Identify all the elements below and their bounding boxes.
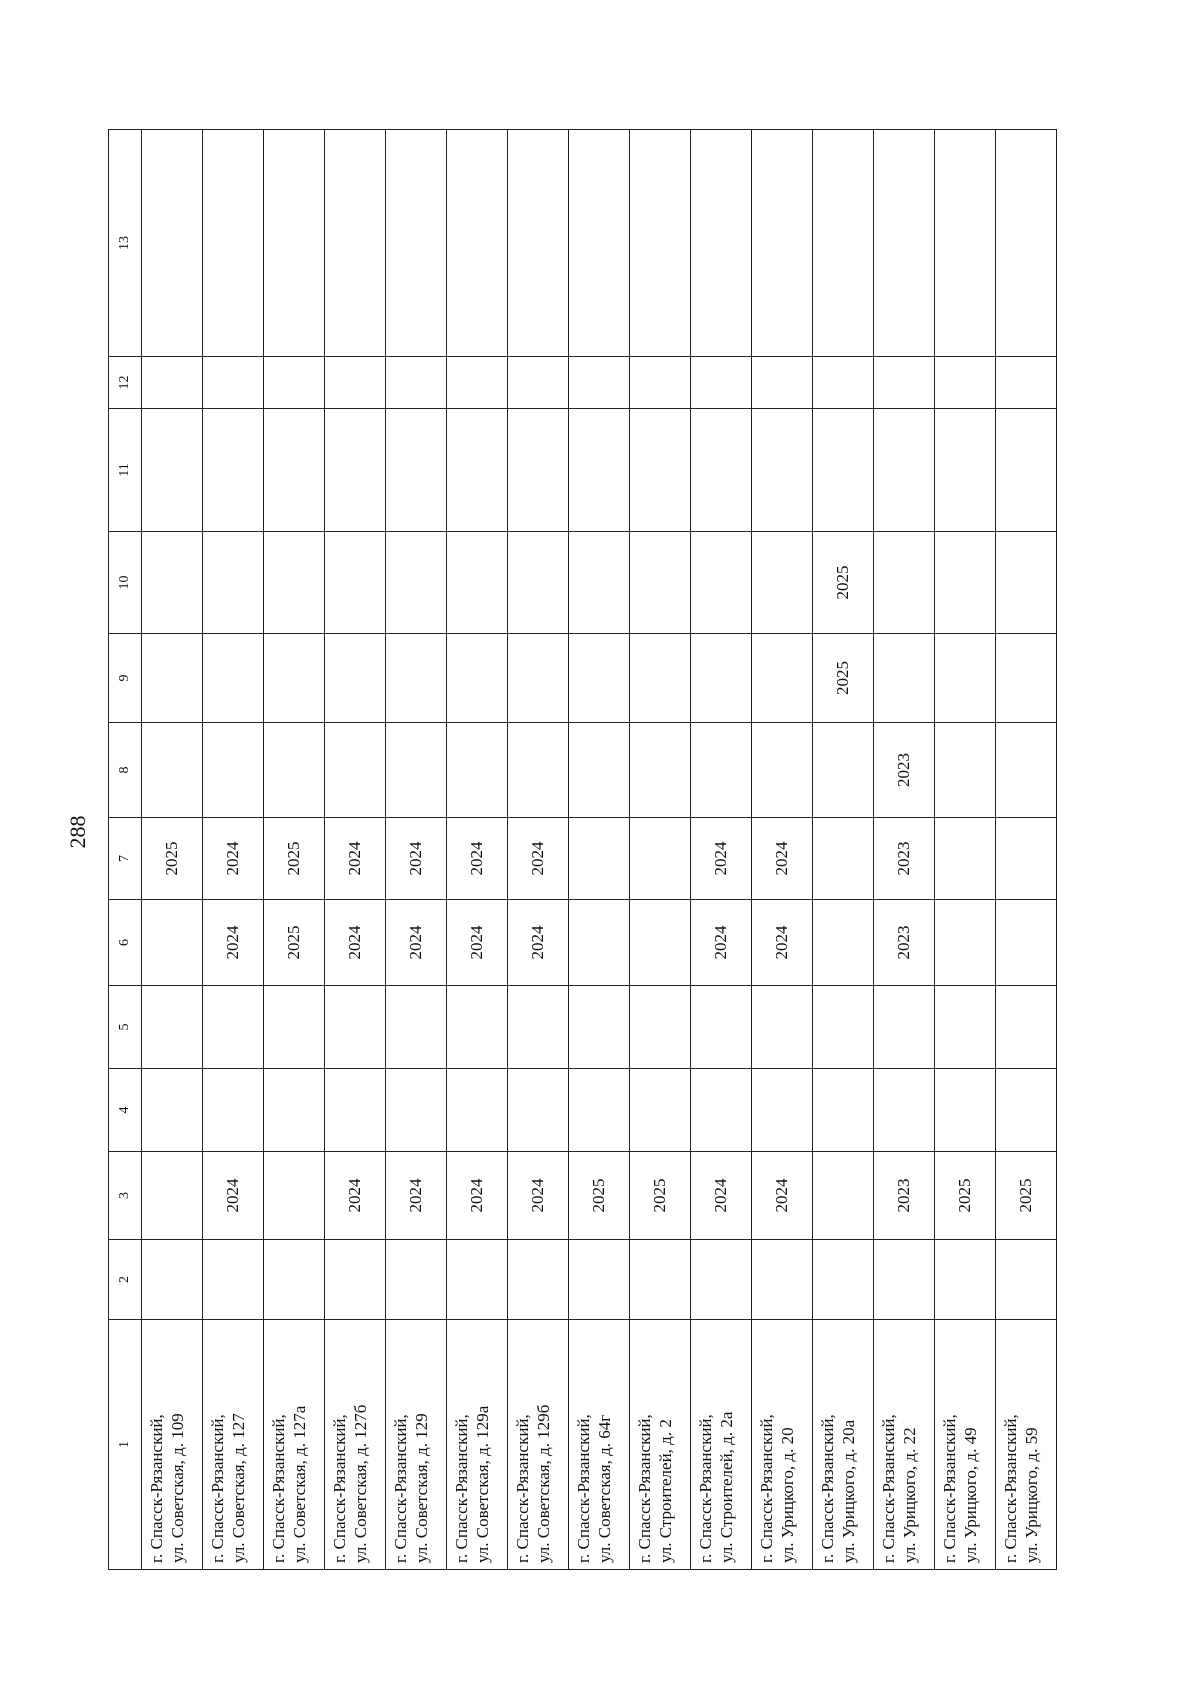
year-cell	[447, 634, 508, 723]
year-cell	[142, 532, 203, 634]
year-cell	[996, 900, 1057, 986]
year-cell	[691, 130, 752, 357]
year-cell	[325, 532, 386, 634]
year-cell	[142, 409, 203, 532]
year-cell: 2024	[325, 1152, 386, 1240]
year-cell	[447, 723, 508, 818]
year-cell	[691, 357, 752, 409]
column-number: 12	[109, 357, 142, 409]
year-cell	[630, 409, 691, 532]
year-cell	[935, 409, 996, 532]
year-cell	[996, 532, 1057, 634]
address-cell	[752, 1320, 813, 1570]
year-cell	[203, 532, 264, 634]
year-cell	[630, 986, 691, 1069]
year-cell	[325, 357, 386, 409]
year-cell	[935, 818, 996, 900]
year-cell	[935, 986, 996, 1069]
address-street: ул. Урицкого, д. 20	[778, 1427, 797, 1563]
year-cell: 2024	[691, 900, 752, 986]
year-cell: 2023	[874, 1152, 935, 1240]
year-cell	[874, 1240, 935, 1320]
year-cell	[142, 634, 203, 723]
year-cell: 2025	[264, 818, 325, 900]
year-cell	[630, 634, 691, 723]
year-cell: 2024	[691, 1152, 752, 1240]
year-cell: 2025	[935, 1152, 996, 1240]
address-cell	[325, 1320, 386, 1570]
year-cell	[203, 357, 264, 409]
year-cell	[996, 130, 1057, 357]
address-city: г. Спасск-Рязанский,	[696, 1414, 715, 1563]
year-cell	[630, 900, 691, 986]
address-street: ул. Строителей, д. 2а	[717, 1411, 736, 1563]
table-row	[325, 130, 386, 1570]
year-cell: 2024	[325, 900, 386, 986]
year-cell	[447, 1240, 508, 1320]
address-street: ул. Советская, д. 127б	[351, 1404, 370, 1563]
year-cell	[630, 1240, 691, 1320]
year-cell	[142, 130, 203, 357]
address-street: ул. Урицкого, д. 59	[1022, 1427, 1041, 1563]
table-row	[569, 130, 630, 1570]
year-cell	[996, 634, 1057, 723]
address-street: ул. Урицкого, д. 49	[961, 1427, 980, 1563]
address-cell	[203, 1320, 264, 1570]
year-cell	[264, 723, 325, 818]
address-cell	[935, 1320, 996, 1570]
column-number: 13	[109, 130, 142, 357]
year-cell	[996, 357, 1057, 409]
column-number: 3	[109, 1152, 142, 1240]
address-cell	[691, 1320, 752, 1570]
year-cell	[691, 1240, 752, 1320]
year-cell	[630, 818, 691, 900]
year-cell	[813, 1069, 874, 1152]
year-cell	[630, 723, 691, 818]
year-cell: 2025	[813, 532, 874, 634]
page-number: 288	[65, 815, 90, 849]
year-cell: 2024	[691, 818, 752, 900]
address-street: ул. Советская, д. 129	[412, 1413, 431, 1563]
year-cell	[935, 357, 996, 409]
year-cell: 2024	[325, 818, 386, 900]
year-cell	[386, 130, 447, 357]
year-cell	[813, 130, 874, 357]
column-number: 7	[109, 818, 142, 900]
table-row	[386, 130, 447, 1570]
year-cell	[264, 130, 325, 357]
year-cell	[325, 986, 386, 1069]
year-cell	[569, 986, 630, 1069]
year-cell	[935, 900, 996, 986]
year-cell	[935, 532, 996, 634]
address-cell	[569, 1320, 630, 1570]
year-cell: 2023	[874, 900, 935, 986]
year-cell	[203, 1240, 264, 1320]
year-cell	[142, 723, 203, 818]
table-row	[935, 130, 996, 1570]
year-cell	[813, 900, 874, 986]
year-cell	[569, 357, 630, 409]
year-cell	[874, 1069, 935, 1152]
year-cell	[508, 634, 569, 723]
year-cell: 2023	[874, 818, 935, 900]
year-cell: 2025	[813, 634, 874, 723]
table-body	[109, 130, 1057, 1570]
column-number: 11	[109, 409, 142, 532]
year-cell	[142, 900, 203, 986]
year-cell	[386, 1240, 447, 1320]
year-cell	[569, 409, 630, 532]
address-cell	[386, 1320, 447, 1570]
year-cell: 2024	[203, 900, 264, 986]
year-cell: 2025	[630, 1152, 691, 1240]
year-cell	[569, 130, 630, 357]
year-cell	[935, 1069, 996, 1152]
year-cell	[630, 130, 691, 357]
year-cell: 2024	[203, 818, 264, 900]
address-city: г. Спасск-Рязанский,	[1001, 1414, 1020, 1563]
year-cell	[447, 986, 508, 1069]
year-cell	[386, 1069, 447, 1152]
year-cell: 2025	[569, 1152, 630, 1240]
year-cell	[813, 818, 874, 900]
year-cell	[569, 532, 630, 634]
year-cell	[752, 634, 813, 723]
year-cell	[813, 409, 874, 532]
table-row	[813, 130, 874, 1570]
address-cell	[508, 1320, 569, 1570]
year-cell	[264, 357, 325, 409]
address-street: ул. Советская, д. 129б	[534, 1404, 553, 1563]
address-city: г. Спасск-Рязанский,	[452, 1414, 471, 1563]
year-cell	[935, 130, 996, 357]
year-cell	[325, 723, 386, 818]
address-street: ул. Советская, д. 109	[168, 1413, 187, 1563]
year-cell	[325, 130, 386, 357]
year-cell: 2024	[447, 1152, 508, 1240]
year-cell	[752, 723, 813, 818]
year-cell	[935, 723, 996, 818]
year-cell	[325, 409, 386, 532]
year-cell	[813, 986, 874, 1069]
column-number-row	[109, 130, 142, 1570]
year-cell	[386, 532, 447, 634]
year-cell	[325, 1240, 386, 1320]
year-cell: 2025	[264, 900, 325, 986]
address-cell	[630, 1320, 691, 1570]
year-cell: 2024	[508, 818, 569, 900]
column-number: 8	[109, 723, 142, 818]
year-cell: 2024	[447, 900, 508, 986]
address-city: г. Спасск-Рязанский,	[574, 1414, 593, 1563]
address-street: ул. Советская, д. 127а	[290, 1405, 309, 1563]
table-row	[752, 130, 813, 1570]
year-cell	[264, 532, 325, 634]
schedule-table	[108, 129, 1057, 1570]
year-cell	[813, 1240, 874, 1320]
address-street: ул. Строителей, д. 2	[656, 1419, 675, 1563]
year-cell	[813, 723, 874, 818]
address-cell	[264, 1320, 325, 1570]
year-cell	[386, 986, 447, 1069]
year-cell	[386, 634, 447, 723]
year-cell: 2024	[386, 1152, 447, 1240]
year-cell	[203, 634, 264, 723]
year-cell	[325, 634, 386, 723]
address-city: г. Спасск-Рязанский,	[208, 1414, 227, 1563]
column-number: 1	[109, 1320, 142, 1570]
year-cell: 2024	[508, 900, 569, 986]
year-cell	[264, 1240, 325, 1320]
year-cell	[874, 634, 935, 723]
year-cell	[142, 357, 203, 409]
year-cell	[874, 357, 935, 409]
year-cell	[203, 723, 264, 818]
year-cell	[569, 818, 630, 900]
column-number: 4	[109, 1069, 142, 1152]
year-cell	[630, 1069, 691, 1152]
table-row	[142, 130, 203, 1570]
year-cell	[691, 1069, 752, 1152]
year-cell: 2024	[752, 900, 813, 986]
year-cell	[447, 130, 508, 357]
year-cell	[996, 1069, 1057, 1152]
year-cell	[264, 634, 325, 723]
year-cell	[508, 357, 569, 409]
table-row	[508, 130, 569, 1570]
address-cell	[996, 1320, 1057, 1570]
year-cell: 2024	[203, 1152, 264, 1240]
year-cell	[691, 723, 752, 818]
year-cell	[447, 532, 508, 634]
year-cell	[752, 130, 813, 357]
year-cell	[264, 1152, 325, 1240]
address-city: г. Спасск-Рязанский,	[940, 1414, 959, 1563]
year-cell	[508, 1240, 569, 1320]
year-cell	[996, 723, 1057, 818]
year-cell: 2024	[386, 900, 447, 986]
table-row	[691, 130, 752, 1570]
year-cell: 2024	[752, 1152, 813, 1240]
table-row	[996, 130, 1057, 1570]
address-street: ул. Советская, д. 127	[229, 1413, 248, 1563]
year-cell	[508, 723, 569, 818]
year-cell	[813, 357, 874, 409]
column-number: 2	[109, 1240, 142, 1320]
year-cell	[203, 986, 264, 1069]
year-cell	[630, 357, 691, 409]
year-cell	[752, 409, 813, 532]
year-cell	[447, 409, 508, 532]
year-cell	[142, 986, 203, 1069]
year-cell	[203, 130, 264, 357]
table-row	[630, 130, 691, 1570]
address-cell	[813, 1320, 874, 1570]
year-cell	[142, 1152, 203, 1240]
address-street: ул. Советская, д. 64г	[595, 1414, 614, 1563]
address-street: ул. Урицкого, д. 22	[900, 1427, 919, 1563]
year-cell	[447, 357, 508, 409]
address-cell	[142, 1320, 203, 1570]
address-cell	[874, 1320, 935, 1570]
year-cell	[874, 532, 935, 634]
year-cell	[508, 532, 569, 634]
year-cell	[874, 130, 935, 357]
address-city: г. Спасск-Рязанский,	[269, 1414, 288, 1563]
year-cell	[142, 1069, 203, 1152]
year-cell: 2024	[447, 818, 508, 900]
year-cell	[386, 723, 447, 818]
year-cell	[996, 818, 1057, 900]
year-cell: 2024	[752, 818, 813, 900]
year-cell	[752, 1069, 813, 1152]
schedule-table-container	[108, 130, 1052, 1570]
year-cell: 2024	[386, 818, 447, 900]
address-city: г. Спасск-Рязанский,	[513, 1414, 532, 1563]
address-street: ул. Советская, д. 129а	[473, 1405, 492, 1563]
address-cell	[447, 1320, 508, 1570]
year-cell	[874, 409, 935, 532]
address-city: г. Спасск-Рязанский,	[391, 1414, 410, 1563]
year-cell	[752, 986, 813, 1069]
address-city: г. Спасск-Рязанский,	[879, 1414, 898, 1563]
year-cell	[813, 1152, 874, 1240]
year-cell: 2024	[508, 1152, 569, 1240]
table-row	[874, 130, 935, 1570]
column-number: 5	[109, 986, 142, 1069]
year-cell	[996, 409, 1057, 532]
year-cell	[691, 532, 752, 634]
year-cell	[264, 409, 325, 532]
year-cell: 2025	[996, 1152, 1057, 1240]
year-cell	[264, 1069, 325, 1152]
year-cell	[508, 986, 569, 1069]
year-cell	[996, 1240, 1057, 1320]
year-cell: 2023	[874, 723, 935, 818]
year-cell	[264, 986, 325, 1069]
table-row	[447, 130, 508, 1570]
year-cell	[508, 409, 569, 532]
year-cell	[569, 723, 630, 818]
year-cell	[691, 409, 752, 532]
table-row	[203, 130, 264, 1570]
year-cell	[752, 357, 813, 409]
address-city: г. Спасск-Рязанский,	[757, 1414, 776, 1563]
address-city: г. Спасск-Рязанский,	[818, 1414, 837, 1563]
year-cell	[935, 1240, 996, 1320]
year-cell	[935, 634, 996, 723]
year-cell	[508, 130, 569, 357]
year-cell	[386, 409, 447, 532]
year-cell	[996, 986, 1057, 1069]
year-cell	[569, 1069, 630, 1152]
column-number: 6	[109, 900, 142, 986]
year-cell	[752, 1240, 813, 1320]
year-cell	[691, 986, 752, 1069]
year-cell: 2025	[142, 818, 203, 900]
year-cell	[203, 1069, 264, 1152]
table-row	[264, 130, 325, 1570]
year-cell	[691, 634, 752, 723]
address-city: г. Спасск-Рязанский,	[635, 1414, 654, 1563]
year-cell	[874, 986, 935, 1069]
year-cell	[447, 1069, 508, 1152]
year-cell	[203, 409, 264, 532]
year-cell	[386, 357, 447, 409]
address-city: г. Спасск-Рязанский,	[147, 1414, 166, 1563]
year-cell	[569, 1240, 630, 1320]
year-cell	[630, 532, 691, 634]
year-cell	[325, 1069, 386, 1152]
year-cell	[569, 634, 630, 723]
year-cell	[752, 532, 813, 634]
column-number: 10	[109, 532, 142, 634]
year-cell	[508, 1069, 569, 1152]
year-cell	[142, 1240, 203, 1320]
year-cell	[569, 900, 630, 986]
address-city: г. Спасск-Рязанский,	[330, 1414, 349, 1563]
column-number: 9	[109, 634, 142, 723]
address-street: ул. Урицкого, д. 20а	[839, 1419, 858, 1563]
